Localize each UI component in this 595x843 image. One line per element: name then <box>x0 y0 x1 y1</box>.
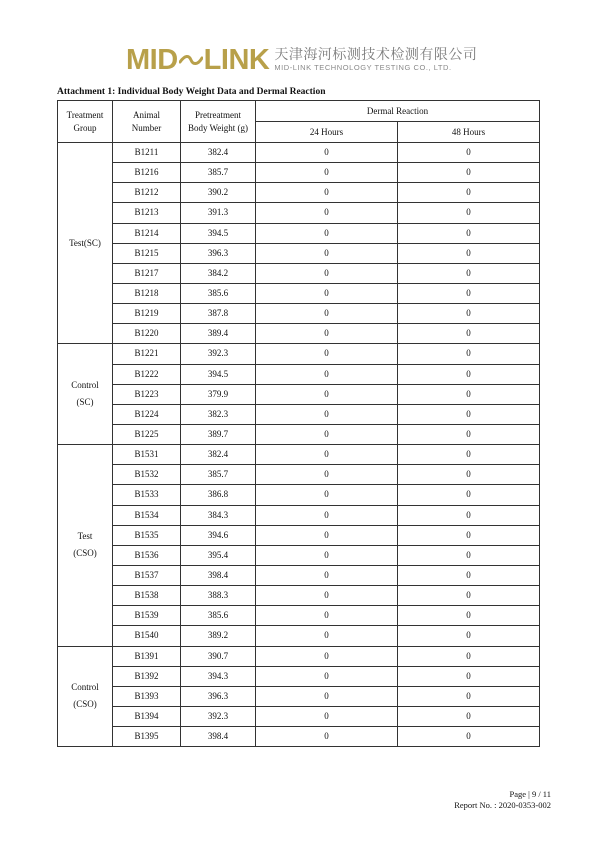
body-weight-cell: 395.4 <box>181 545 256 565</box>
company-name-en: MID-LINK TECHNOLOGY TESTING CO., LTD. <box>274 63 452 72</box>
body-weight-cell: 390.2 <box>181 183 256 203</box>
body-weight-cell: 396.3 <box>181 686 256 706</box>
table-row <box>58 143 540 163</box>
body-weight-cell: 398.4 <box>181 727 256 747</box>
body-weight-cell: 382.4 <box>181 445 256 465</box>
reaction-48h-cell: 0 <box>398 283 540 303</box>
animal-number-cell: B1531 <box>113 445 181 465</box>
reaction-48h-cell: 0 <box>398 324 540 344</box>
table-row <box>58 263 540 283</box>
reaction-24h-cell: 0 <box>256 666 398 686</box>
page-footer <box>454 789 551 811</box>
animal-number-cell: B1533 <box>113 485 181 505</box>
body-weight-cell: 396.3 <box>181 243 256 263</box>
reaction-48h-cell: 0 <box>398 143 540 163</box>
header-treatment-group: Treatment Group <box>58 101 113 143</box>
reaction-24h-cell: 0 <box>256 404 398 424</box>
animal-number-cell: B1395 <box>113 727 181 747</box>
reaction-24h-cell: 0 <box>256 263 398 283</box>
header-dermal-reaction: Dermal Reaction <box>256 101 540 122</box>
body-weight-cell: 394.5 <box>181 223 256 243</box>
body-weight-cell: 384.3 <box>181 505 256 525</box>
table-row <box>58 646 540 666</box>
animal-number-cell: B1539 <box>113 606 181 626</box>
reaction-24h-cell: 0 <box>256 344 398 364</box>
body-weight-cell: 391.3 <box>181 203 256 223</box>
company-name-cn: 天津海河标测技术检测有限公司 <box>274 47 478 63</box>
animal-number-cell: B1225 <box>113 424 181 444</box>
table-row <box>58 324 540 344</box>
reaction-24h-cell: 0 <box>256 727 398 747</box>
reaction-24h-cell: 0 <box>256 626 398 646</box>
reaction-48h-cell: 0 <box>398 525 540 545</box>
table-row <box>58 203 540 223</box>
attachment-title: Attachment 1: Individual Body Weight Data and Dermal Reaction <box>57 87 326 97</box>
body-weight-cell: 385.6 <box>181 606 256 626</box>
body-weight-cell: 390.7 <box>181 646 256 666</box>
table-row <box>58 424 540 444</box>
reaction-48h-cell: 0 <box>398 384 540 404</box>
table-row <box>58 445 540 465</box>
body-weight-cell: 387.8 <box>181 304 256 324</box>
body-weight-cell: 394.5 <box>181 364 256 384</box>
body-weight-cell: 389.2 <box>181 626 256 646</box>
table-row <box>58 565 540 585</box>
treatment-group-cell: Control (CSO) <box>58 646 113 747</box>
animal-number-cell: B1535 <box>113 525 181 545</box>
reaction-48h-cell: 0 <box>398 243 540 263</box>
body-weight-cell: 394.3 <box>181 666 256 686</box>
animal-number-cell: B1393 <box>113 686 181 706</box>
reaction-48h-cell: 0 <box>398 263 540 283</box>
logo-mid-text: MID <box>126 44 178 76</box>
body-weight-cell: 386.8 <box>181 485 256 505</box>
header-24-hours: 24 Hours <box>256 122 398 143</box>
table-row <box>58 686 540 706</box>
body-weight-cell: 385.6 <box>181 283 256 303</box>
table-row <box>58 243 540 263</box>
reaction-24h-cell: 0 <box>256 203 398 223</box>
reaction-48h-cell: 0 <box>398 606 540 626</box>
table-row <box>58 666 540 686</box>
treatment-group-cell: Control (SC) <box>58 344 113 445</box>
reaction-24h-cell: 0 <box>256 283 398 303</box>
reaction-48h-cell: 0 <box>398 163 540 183</box>
reaction-48h-cell: 0 <box>398 505 540 525</box>
reaction-24h-cell: 0 <box>256 445 398 465</box>
reaction-48h-cell: 0 <box>398 203 540 223</box>
table-row <box>58 183 540 203</box>
animal-number-cell: B1391 <box>113 646 181 666</box>
table-row <box>58 465 540 485</box>
table-row <box>58 163 540 183</box>
reaction-24h-cell: 0 <box>256 485 398 505</box>
animal-number-cell: B1394 <box>113 706 181 726</box>
logo-wave-icon <box>179 53 203 67</box>
body-weight-cell: 398.4 <box>181 565 256 585</box>
reaction-48h-cell: 0 <box>398 364 540 384</box>
reaction-48h-cell: 0 <box>398 445 540 465</box>
table-row <box>58 485 540 505</box>
header-animal-number: Animal Number <box>113 101 181 143</box>
reaction-24h-cell: 0 <box>256 545 398 565</box>
body-weight-cell: 382.4 <box>181 143 256 163</box>
reaction-24h-cell: 0 <box>256 525 398 545</box>
reaction-48h-cell: 0 <box>398 646 540 666</box>
reaction-48h-cell: 0 <box>398 485 540 505</box>
animal-number-cell: B1211 <box>113 143 181 163</box>
body-weight-cell: 389.7 <box>181 424 256 444</box>
reaction-24h-cell: 0 <box>256 565 398 585</box>
animal-number-cell: B1221 <box>113 344 181 364</box>
table-row <box>58 586 540 606</box>
animal-number-cell: B1532 <box>113 465 181 485</box>
animal-number-cell: B1222 <box>113 364 181 384</box>
report-number: Report No. : 2020-0353-002 <box>454 800 551 810</box>
reaction-48h-cell: 0 <box>398 424 540 444</box>
table-row <box>58 223 540 243</box>
body-weight-cell: 392.3 <box>181 344 256 364</box>
table-row <box>58 283 540 303</box>
reaction-48h-cell: 0 <box>398 706 540 726</box>
reaction-24h-cell: 0 <box>256 706 398 726</box>
animal-number-cell: B1534 <box>113 505 181 525</box>
reaction-24h-cell: 0 <box>256 586 398 606</box>
treatment-group-cell: Test(SC) <box>58 143 113 344</box>
animal-number-cell: B1392 <box>113 666 181 686</box>
treatment-group-cell: Test (CSO) <box>58 445 113 646</box>
reaction-24h-cell: 0 <box>256 465 398 485</box>
reaction-48h-cell: 0 <box>398 626 540 646</box>
reaction-24h-cell: 0 <box>256 324 398 344</box>
animal-number-cell: B1220 <box>113 324 181 344</box>
reaction-48h-cell: 0 <box>398 686 540 706</box>
animal-number-cell: B1536 <box>113 545 181 565</box>
table-row <box>58 304 540 324</box>
reaction-48h-cell: 0 <box>398 565 540 585</box>
reaction-24h-cell: 0 <box>256 143 398 163</box>
company-logo <box>126 44 477 76</box>
reaction-48h-cell: 0 <box>398 404 540 424</box>
animal-number-cell: B1218 <box>113 283 181 303</box>
reaction-24h-cell: 0 <box>256 243 398 263</box>
table-row <box>58 727 540 747</box>
body-weight-cell: 384.2 <box>181 263 256 283</box>
reaction-24h-cell: 0 <box>256 686 398 706</box>
body-weight-cell: 385.7 <box>181 465 256 485</box>
animal-number-cell: B1213 <box>113 203 181 223</box>
table-row <box>58 505 540 525</box>
header-body-weight: Pretreatment Body Weight (g) <box>181 101 256 143</box>
body-weight-cell: 382.3 <box>181 404 256 424</box>
animal-number-cell: B1216 <box>113 163 181 183</box>
reaction-24h-cell: 0 <box>256 384 398 404</box>
body-weight-cell: 388.3 <box>181 586 256 606</box>
table-row <box>58 545 540 565</box>
animal-number-cell: B1217 <box>113 263 181 283</box>
reaction-24h-cell: 0 <box>256 646 398 666</box>
table-row <box>58 344 540 364</box>
reaction-24h-cell: 0 <box>256 424 398 444</box>
reaction-24h-cell: 0 <box>256 304 398 324</box>
animal-number-cell: B1219 <box>113 304 181 324</box>
reaction-24h-cell: 0 <box>256 223 398 243</box>
reaction-48h-cell: 0 <box>398 465 540 485</box>
page-number: Page | 9 / 11 <box>509 789 551 799</box>
reaction-24h-cell: 0 <box>256 183 398 203</box>
body-weight-cell: 389.4 <box>181 324 256 344</box>
body-weight-cell: 379.9 <box>181 384 256 404</box>
body-weight-table <box>57 100 540 747</box>
body-weight-cell: 394.6 <box>181 525 256 545</box>
reaction-48h-cell: 0 <box>398 666 540 686</box>
animal-number-cell: B1212 <box>113 183 181 203</box>
table-row <box>58 384 540 404</box>
reaction-48h-cell: 0 <box>398 304 540 324</box>
table-row <box>58 525 540 545</box>
table-row <box>58 364 540 384</box>
table-header <box>58 101 540 143</box>
header-48-hours: 48 Hours <box>398 122 540 143</box>
reaction-48h-cell: 0 <box>398 545 540 565</box>
logo-link-text: LINK <box>203 44 270 76</box>
animal-number-cell: B1214 <box>113 223 181 243</box>
logo-mark <box>126 44 269 76</box>
reaction-48h-cell: 0 <box>398 223 540 243</box>
animal-number-cell: B1224 <box>113 404 181 424</box>
reaction-24h-cell: 0 <box>256 163 398 183</box>
reaction-24h-cell: 0 <box>256 505 398 525</box>
reaction-48h-cell: 0 <box>398 586 540 606</box>
body-weight-cell: 385.7 <box>181 163 256 183</box>
table-row <box>58 606 540 626</box>
logo-company-name <box>274 47 477 73</box>
reaction-48h-cell: 0 <box>398 727 540 747</box>
table-row <box>58 706 540 726</box>
reaction-48h-cell: 0 <box>398 344 540 364</box>
body-weight-cell: 392.3 <box>181 706 256 726</box>
reaction-24h-cell: 0 <box>256 364 398 384</box>
animal-number-cell: B1538 <box>113 586 181 606</box>
reaction-24h-cell: 0 <box>256 606 398 626</box>
animal-number-cell: B1223 <box>113 384 181 404</box>
reaction-48h-cell: 0 <box>398 183 540 203</box>
table-row <box>58 626 540 646</box>
table-row <box>58 404 540 424</box>
animal-number-cell: B1540 <box>113 626 181 646</box>
animal-number-cell: B1537 <box>113 565 181 585</box>
table-body <box>58 143 540 747</box>
animal-number-cell: B1215 <box>113 243 181 263</box>
